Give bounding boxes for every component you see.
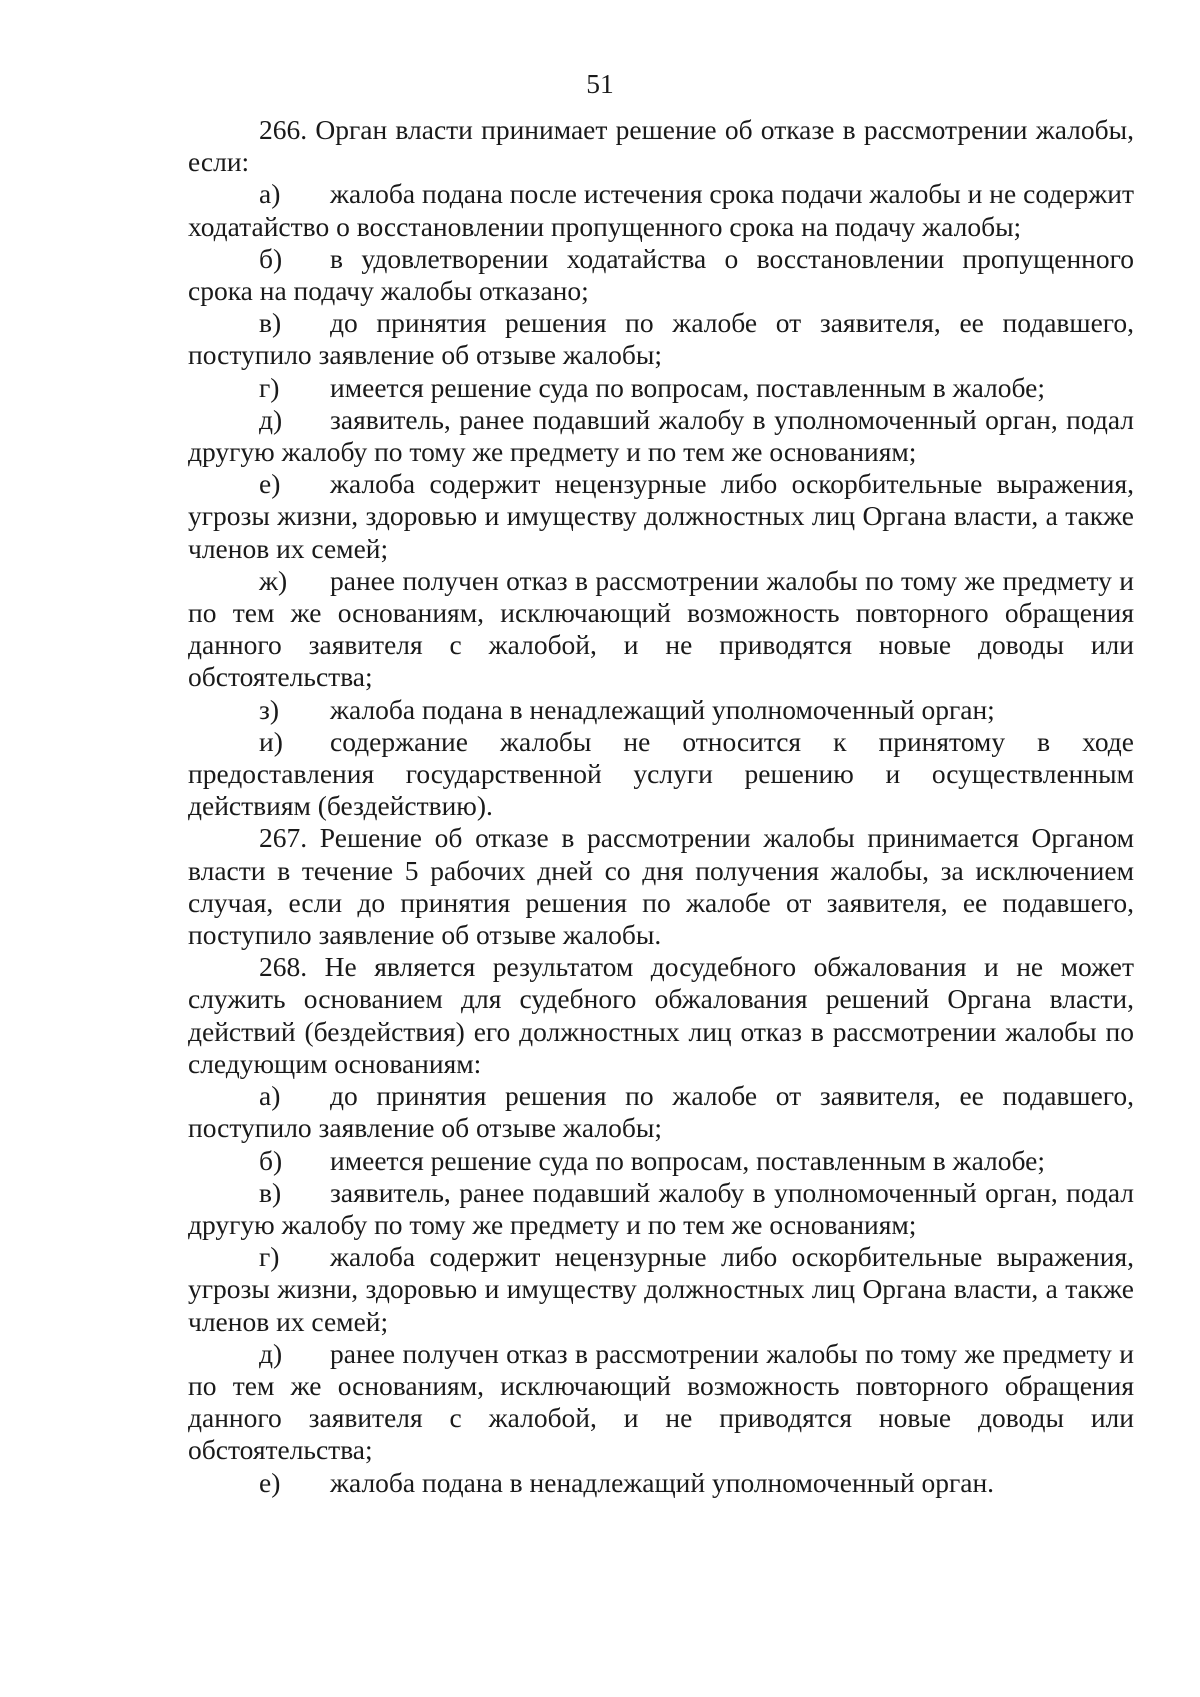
list-item-text: жалоба содержит нецензурные либо оскорбительные выражения, угрозы жизни, здоровью и имуществу должностных лиц Органа власти, а также членов их семей;: [188, 1241, 1134, 1337]
list-item-marker: в): [259, 307, 282, 339]
list-item-marker: б): [259, 242, 283, 274]
list-item: [188, 1241, 1134, 1338]
list-item-marker: а): [259, 1080, 281, 1112]
list-item-text: до принятия решения по жалобе от заявителя, ее подавшего, поступило заявление об отзыве жалобы;: [188, 307, 1134, 371]
list-item-marker: б): [259, 1144, 283, 1176]
list-item-text: жалоба подана в ненадлежащий уполномоченный орган.: [330, 1466, 995, 1498]
list-item-text: имеется решение суда по вопросам, поставленным в жалобе;: [330, 371, 1045, 403]
list-item-text: в удовлетворении ходатайства о восстановлении пропущенного срока на подачу жалобы отказано;: [188, 242, 1134, 307]
page-number: 51: [586, 68, 614, 99]
list-item-text: ранее получен отказ в рассмотрении жалобы по тому же предмету и по тем же основаниям, исключающий возможность повторного обращения данного заявителя с жалобой, и не приводятся новые доводы или обстоятельства;: [188, 564, 1134, 693]
list-item: [188, 1467, 1134, 1499]
list-item: [188, 694, 1134, 726]
list-item-marker: г): [259, 1241, 280, 1273]
list-item-text: заявитель, ранее подавший жалобу в уполномоченный орган, подал другую жалобу по тому же предмету и по тем же основаниям;: [188, 1176, 1134, 1240]
list-item: [188, 243, 1134, 307]
list-item-marker: д): [259, 403, 283, 435]
list-item: [188, 726, 1134, 823]
list-item-marker: з): [259, 693, 280, 725]
list-item: [188, 1177, 1134, 1241]
list-item: [188, 1338, 1134, 1467]
paragraph: 268. Не является результатом досудебного обжалования и не может служить основанием для судебного обжалования решений Органа власти, действий (бездействия) его должностных лиц отказ в рассмотрении жалобы по следующим основаниям:: [188, 951, 1134, 1079]
list-item-marker: г): [259, 371, 280, 403]
list-item: [188, 372, 1134, 404]
list-item: [188, 565, 1134, 694]
list-item-text: жалоба подана в ненадлежащий уполномоченный орган;: [330, 693, 995, 725]
list-item-text: ранее получен отказ в рассмотрении жалобы по тому же предмету и по тем же основаниям, исключающий возможность повторного обращения данного заявителя с жалобой, и не приводятся новые доводы или обстоятельства;: [188, 1337, 1134, 1466]
paragraph: 267. Решение об отказе в рассмотрении жалобы принимается Органом власти в течение 5 рабочих дней со дня получения жалобы, за исключением случая, если до принятия решения по жалобе от заявителя, ее подавшего, поступило заявление об отзыве жалобы.: [188, 822, 1134, 951]
list-item-text: до принятия решения по жалобе от заявителя, ее подавшего, поступило заявление об отзыве жалобы;: [188, 1080, 1134, 1144]
list-item: [188, 468, 1134, 565]
list-item: [188, 307, 1134, 371]
list-item: [188, 404, 1134, 468]
list-item-text: содержание жалобы не относится к принятому в ходе предоставления государственной услуги решению и осуществленным действиям (бездействию).: [188, 725, 1134, 822]
paragraph: 266. Орган власти принимает решение об отказе в рассмотрении жалобы, если:: [188, 114, 1134, 178]
list-item-text: жалоба подана после истечения срока подачи жалобы и не содержит ходатайство о восстановлении пропущенного срока на подачу жалобы;: [188, 178, 1134, 242]
list-item-marker: д): [259, 1337, 283, 1369]
list-item-text: жалоба содержит нецензурные либо оскорбительные выражения, угрозы жизни, здоровью и имуществу должностных лиц Органа власти, а также членов их семей;: [188, 468, 1134, 564]
list-item: [188, 178, 1134, 242]
list-item-marker: и): [259, 725, 283, 757]
list-item-marker: а): [259, 178, 281, 210]
list-item-marker: е): [259, 468, 281, 500]
list-item-marker: в): [259, 1176, 282, 1208]
list-item: [188, 1145, 1134, 1177]
list-item-text: имеется решение суда по вопросам, поставленным в жалобе;: [330, 1144, 1045, 1176]
list-item-marker: ж): [259, 564, 288, 596]
list-item: [188, 1080, 1134, 1144]
list-item-text: заявитель, ранее подавший жалобу в уполномоченный орган, подал другую жалобу по тому же предмету и по тем же основаниям;: [188, 403, 1134, 468]
document-body: [188, 114, 1134, 1499]
list-item-marker: е): [259, 1466, 281, 1498]
